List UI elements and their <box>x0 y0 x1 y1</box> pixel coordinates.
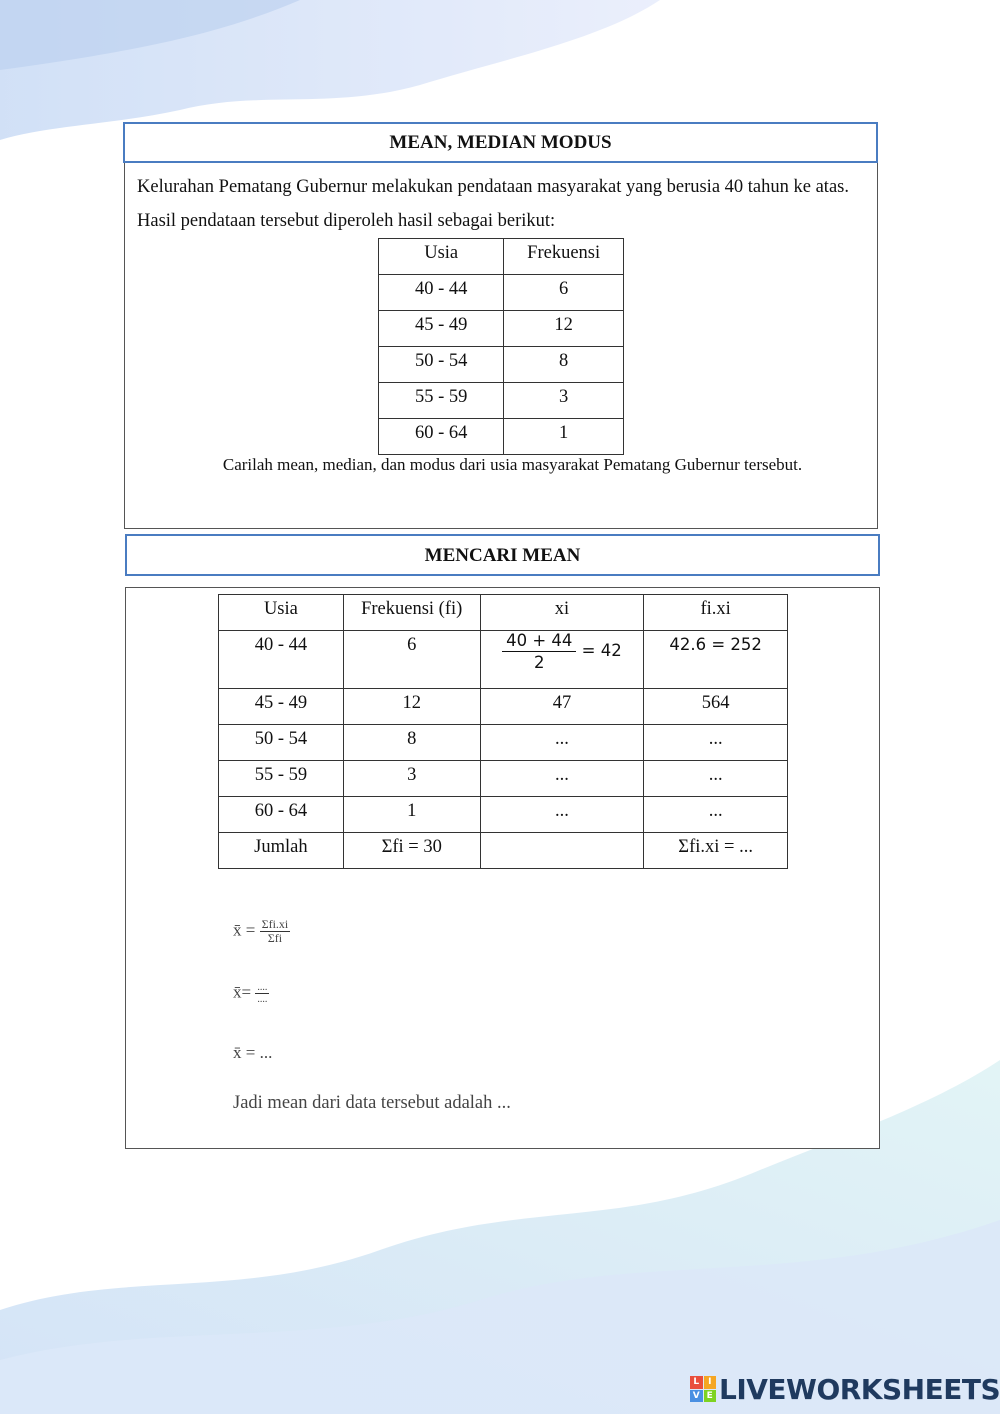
table-cell: 3 <box>343 761 480 797</box>
table-cell: 55 - 59 <box>379 383 504 419</box>
table-cell: 45 - 49 <box>379 311 504 347</box>
table-cell: 60 - 64 <box>379 419 504 455</box>
xi-midpoint-cell <box>480 631 644 689</box>
xi-fraction <box>502 631 622 672</box>
logo-letter: V <box>690 1390 703 1403</box>
table-row <box>379 347 624 383</box>
blank-answer-cell[interactable]: ... <box>644 797 788 833</box>
table-total-row <box>219 833 788 869</box>
fraction-numerator[interactable]: .... <box>257 982 268 993</box>
table-cell: 564 <box>644 689 788 725</box>
mean-table <box>218 594 788 869</box>
problem-intro-text: Kelurahan Pematang Gubernur melakukan pendataan masyarakat yang berusia 40 tahun ke atas. Hasil pendataan tersebut diperoleh hasil sebagai berikut: <box>137 177 849 231</box>
table-header: Frekuensi (fi) <box>343 595 480 631</box>
question-text: Carilah mean, median, dan modus dari usia masyarakat Pematang Gubernur tersebut. <box>222 455 803 474</box>
table-row <box>379 275 624 311</box>
conclusion-text: Jadi mean dari data tersebut adalah ... <box>233 1093 511 1113</box>
table-cell: 8 <box>504 347 624 383</box>
table-row <box>219 797 788 833</box>
mean-formula <box>233 918 290 945</box>
table-cell: 6 <box>343 631 480 689</box>
table-header: Usia <box>379 239 504 275</box>
table-row <box>219 761 788 797</box>
blank-answer-cell[interactable]: ... <box>644 725 788 761</box>
table-header: Usia <box>219 595 344 631</box>
table-cell <box>480 833 644 869</box>
blank-answer-cell[interactable]: ... <box>480 725 644 761</box>
table-row <box>219 725 788 761</box>
table-cell: 6 <box>504 275 624 311</box>
blank-answer-cell[interactable]: ... <box>480 797 644 833</box>
logo-letter: E <box>704 1390 717 1403</box>
blank-answer-cell[interactable]: Σfi.xi = ... <box>644 833 788 869</box>
table-row <box>379 419 624 455</box>
liveworksheets-icon <box>690 1376 716 1402</box>
fraction-denominator: 2 <box>534 653 545 672</box>
fixi-math: 42.6 = 252 <box>669 635 762 654</box>
fraction-denominator: Σfi <box>267 931 283 945</box>
table-row <box>379 383 624 419</box>
table-cell: 60 - 64 <box>219 797 344 833</box>
table-cell: 50 - 54 <box>379 347 504 383</box>
fraction-denominator[interactable]: .... <box>257 994 268 1005</box>
table-cell: 12 <box>504 311 624 347</box>
table-cell: 3 <box>504 383 624 419</box>
table-row <box>219 689 788 725</box>
table-cell: 1 <box>504 419 624 455</box>
table-row <box>219 631 788 689</box>
logo-letter: L <box>690 1376 703 1389</box>
fraction-numerator: Σfi.xi <box>261 917 289 931</box>
table-cell: 40 - 44 <box>379 275 504 311</box>
logo-letter: I <box>704 1376 717 1389</box>
blank-answer-cell[interactable]: ... <box>480 761 644 797</box>
table-cell: 40 - 44 <box>219 631 344 689</box>
table-cell: 55 - 59 <box>219 761 344 797</box>
table-cell: 47 <box>480 689 644 725</box>
table-cell: 50 - 54 <box>219 725 344 761</box>
fraction-result: = 42 <box>581 641 622 660</box>
blank-fraction[interactable] <box>255 982 269 1005</box>
table-cell: 8 <box>343 725 480 761</box>
brand-name: LIVEWORKSHEETS <box>719 1372 1000 1406</box>
formula-lhs: x̄= <box>233 982 252 1002</box>
fraction <box>502 631 576 672</box>
table-cell <box>644 631 788 689</box>
fraction-numerator: 40 + 44 <box>502 631 576 652</box>
formula-fraction <box>260 918 291 945</box>
table-cell: 45 - 49 <box>219 689 344 725</box>
table-cell: 1 <box>343 797 480 833</box>
table-cell: Jumlah <box>219 833 344 869</box>
table-row <box>379 311 624 347</box>
table-cell: Σfi = 30 <box>343 833 480 869</box>
table-cell: 12 <box>343 689 480 725</box>
frequency-table <box>378 238 624 455</box>
table-header: Frekuensi <box>504 239 624 275</box>
blank-answer-cell[interactable]: ... <box>644 761 788 797</box>
table-header: fi.xi <box>644 595 788 631</box>
liveworksheets-logo <box>690 1371 1000 1407</box>
mean-substitution <box>233 982 269 1005</box>
mean-result: x̄ = ... <box>233 1043 273 1062</box>
section-title-mean-median-modus: MEAN, MEDIAN MODUS <box>123 122 878 163</box>
table-header: xi <box>480 595 644 631</box>
section-title-mencari-mean: MENCARI MEAN <box>125 534 880 576</box>
formula-lhs: x̄ = <box>233 920 256 940</box>
